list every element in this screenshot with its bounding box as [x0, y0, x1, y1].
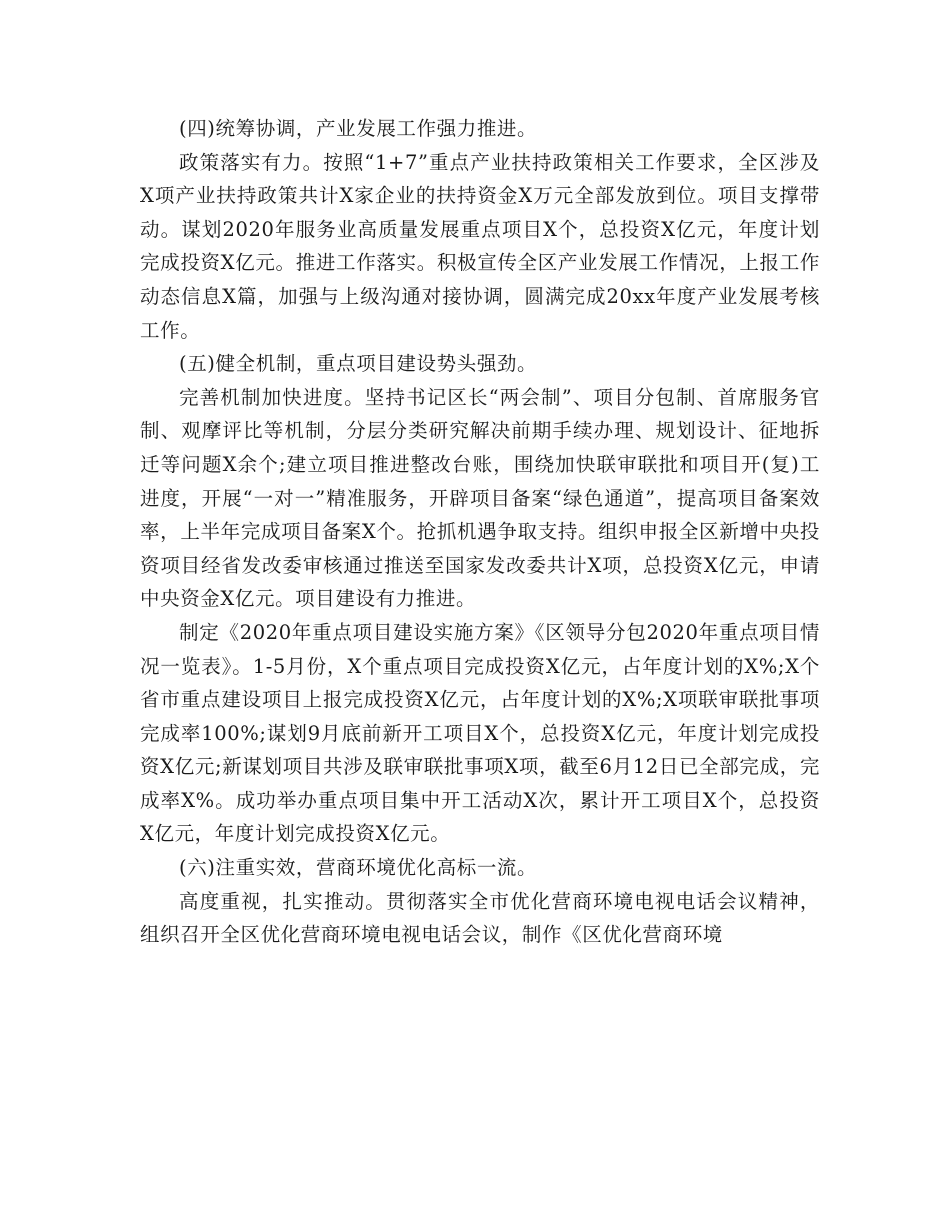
- body-paragraph-industry-policy: 政策落实有力。按照“1+7”重点产业扶持政策相关工作要求，全区涉及X项产业扶持政策共计X家企业的扶持资金X万元全部发放到位。项目支撑带动。谋划2020年服务业高质量发展重点项目X个，总投资X亿元，年度计划完成投资X亿元。推进工作落实。积极宣传全区产业发展工作情况，上报工作动态信息X篇，加强与上级沟通对接协调，圆满完成20xx年度产业发展考核工作。: [140, 150, 820, 342]
- section-heading-5: (五)健全机制，重点项目建设势头强劲。: [179, 352, 538, 376]
- section-heading-6: (六)注重实效，营商环境优化高标一流。: [179, 856, 538, 880]
- section-heading-4: (四)统筹协调，产业发展工作强力推进。: [179, 117, 538, 140]
- body-paragraph-key-projects: 制定《2020年重点项目建设实施方案》《区领导分包2020年重点项目情况一览表》。1-5月份，X个重点项目完成投资X亿元，占年度计划的X%;X个省市重点建设项目上报完成投资X亿元，占年度计划的X%;X项联审联批事项完成率100%;谋划9月底前新开工项目X个，总投资X亿元，年度计划完成投资X亿元;新谋划项目共涉及联审联批事项X项，截至6月12日已全部完成，完成率X%。成功举办重点项目集中开工活动X次，累计开工项目X个，总投资X亿元，年度计划完成投资X亿元。: [140, 620, 820, 846]
- document-page: [140, 112, 820, 952]
- body-paragraph-mechanism: 完善机制加快进度。坚持书记区长“两会制”、项目分包制、首席服务官制、观摩评比等机制，分层分类研究解决前期手续办理、规划设计、征地拆迁等问题X余个;建立项目推进整改台账，围绕加快联审联批和项目开(复)工进度，开展“一对一”精准服务，开辟项目备案“绿色通道”，提高项目备案效率，上半年完成项目备案X个。抢抓机遇争取支持。组织申报全区新增中央投资项目经省发改委审核通过推送至国家发改委共计X项，总投资X亿元，申请中央资金X亿元。项目建设有力推进。: [140, 385, 820, 611]
- body-paragraph-business-environment: 高度重视，扎实推动。贯彻落实全市优化营商环境电视电话会议精神，组织召开全区优化营商环境电视电话会议，制作《区优化营商环境: [140, 889, 820, 947]
